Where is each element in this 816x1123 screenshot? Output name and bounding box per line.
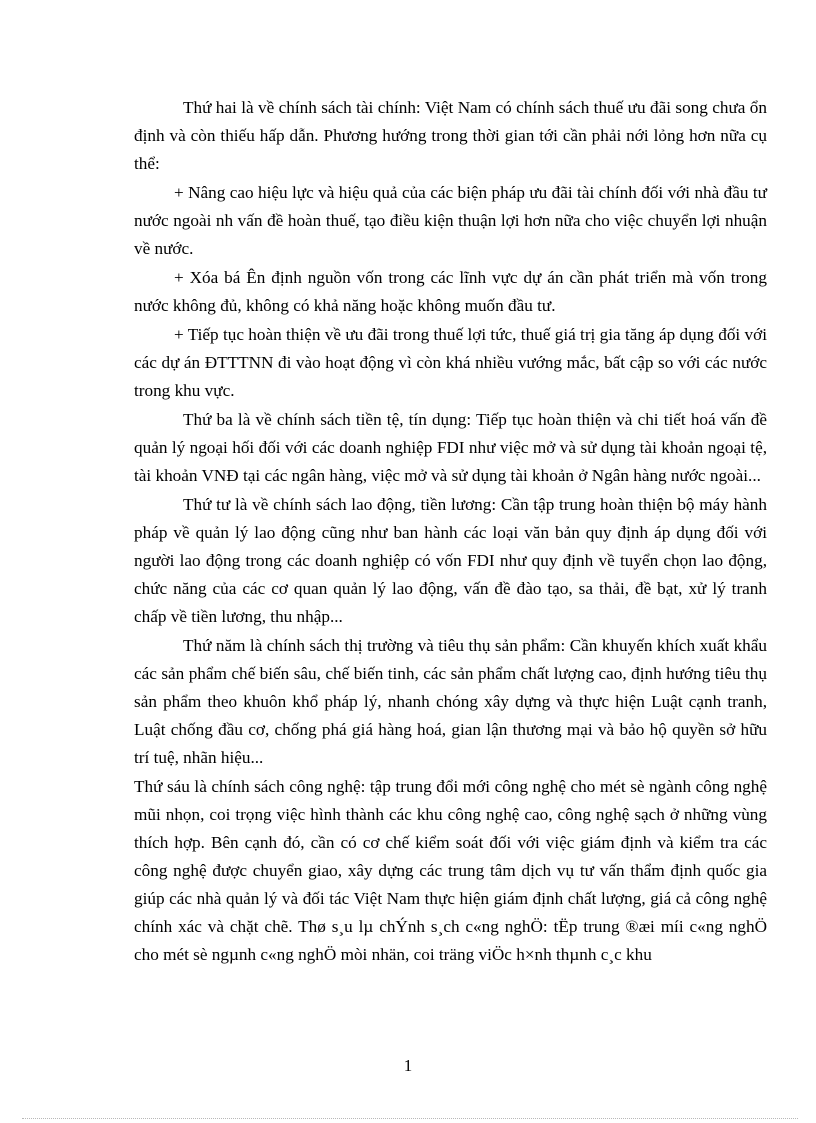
paragraph-financial-policy: Thứ hai là về chính sách tài chính: Việt Nam có chính sách thuế ưu đãi song chưa ổn định và còn thiếu hấp dẫn. Phương hướng trong thời gian tới cần phải nới lỏng hơn nữa cụ thể: [134, 98, 767, 173]
footer-divider [22, 1118, 798, 1119]
paragraph-market-policy: Thứ năm là chính sách thị trường và tiêu thụ sản phẩm: Cần khuyến khích xuất khẩu các sản phẩm chế biến sâu, chế biến tinh, các sản phẩm chất lượng cao, định hướng tiêu thụ sản phẩm theo khuôn khổ pháp lý, nhanh chóng xây dựng và thực hiện Luật cạnh tranh, Luật chống đầu cơ, chống phá giá hàng hoá, gian lận thương mại và bảo hộ quyền sở hữu trí tuệ, nhãn hiệu... [134, 636, 767, 767]
paragraph-monetary-policy: Thứ ba là về chính sách tiền tệ, tín dụng: Tiếp tục hoàn thiện và chi tiết hoá vấn đề quản lý ngoại hối đối với các doanh nghiệp FDI như việc mở và sử dụng tài khoản ngoại tệ, tài khoản VNĐ tại các ngân hàng, việc mở và sử dụng tài khoản ở Ngân hàng nước ngoài... [134, 410, 767, 485]
document-body [134, 94, 767, 970]
paragraph-profit-tax: + Tiếp tục hoàn thiện về ưu đãi trong thuế lợi tức, thuế giá trị gia tăng áp dụng đối với các dự án ĐTTTNN đi vào hoạt động vì còn khá nhiều vướng mắc, bất cập so với các nước trong khu vực. [134, 325, 767, 400]
paragraph-technology-policy: Thứ sáu là chính sách công nghệ: tập trung đổi mới công nghệ cho mét sè ngành công nghệ mũi nhọn, coi trọng việc hình thành các khu công nghệ cao, công nghệ sạch ở những vùng thích hợp. Bên cạnh đó, cần có cơ chế kiểm soát đối với việc giám định và kiểm tra các công nghệ được chuyển giao, xây dựng các trung tâm dịch vụ tư vấn thẩm định quốc gia giúp các nhà quản lý và đối tác Việt Nam thực hiện giám định chất lượng, giá cả công nghệ chính xác và chặt chẽ. Thø s¸u lµ chÝnh s¸ch c«ng nghÖ: tËp trung ®æi míi c«ng nghÖ cho mét sè ngµnh c«ng nghÖ mòi nhän, coi träng viÖc h×nh thµnh c¸c khu [134, 777, 767, 964]
page-number: 1 [403, 1056, 413, 1075]
paragraph-labor-policy: Thứ tư là về chính sách lao động, tiền lương: Cần tập trung hoàn thiện bộ máy hành pháp về quản lý lao động cũng như ban hành các loại văn bản quy định áp dụng đối với người lao động trong các doanh nghiệp có vốn FDI như quy định về tuyển chọn lao động, chức năng của các cơ quan quản lý lao động, vấn đề đào tạo, sa thải, đề bạt, xử lý tranh chấp về tiền lương, thu nhập... [134, 495, 767, 626]
paragraph-tax-incentives: + Nâng cao hiệu lực và hiệu quả của các biện pháp ưu đãi tài chính đối với nhà đầu tư nước ngoài nh vấn đề hoàn thuế, tạo điều kiện thuận lợi hơn nữa cho việc chuyển lợi nhuận về nước. [134, 183, 767, 258]
paragraph-capital-sources: + Xóa bá Ên định nguồn vốn trong các lĩnh vực dự án cần phát triển mà vốn trong nước không đủ, không có khả năng hoặc không muốn đầu tư. [134, 268, 767, 315]
